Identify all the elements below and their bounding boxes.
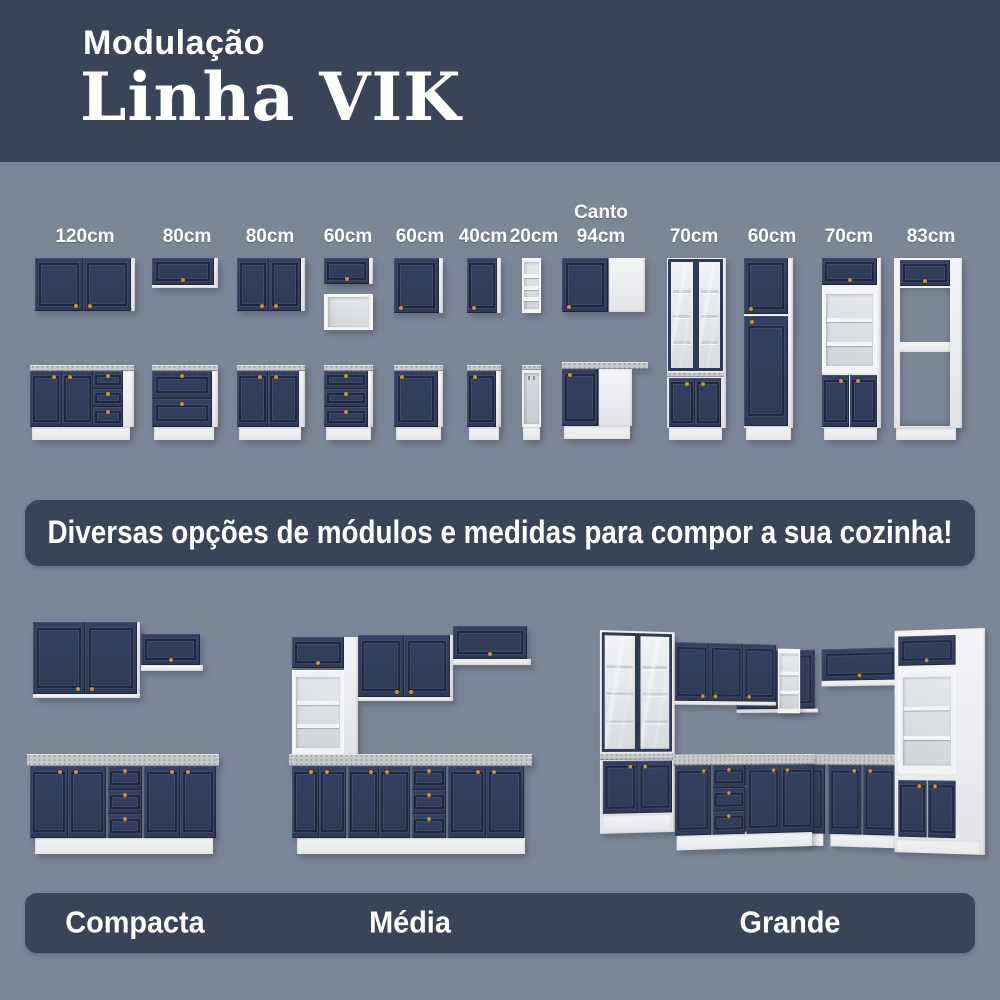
- countertop: [289, 754, 532, 766]
- module-size-label: Canto: [574, 202, 628, 223]
- flip-door: [292, 637, 344, 668]
- knob: [427, 793, 431, 797]
- cabinet-door: [675, 642, 709, 701]
- module-size-label: 70cm: [669, 226, 719, 247]
- cabinet-door: [898, 780, 926, 837]
- cabinet-door: [747, 764, 781, 833]
- knob: [427, 769, 431, 773]
- cabinet-door: [822, 375, 849, 427]
- footer-label-grande: Grande: [739, 904, 841, 940]
- drawer-front: [412, 790, 446, 814]
- knob: [702, 769, 706, 773]
- cabinet-module: [667, 258, 726, 440]
- drawer-front: [713, 788, 745, 812]
- cabinet-module: [822, 258, 881, 440]
- knob: [628, 765, 632, 769]
- knob: [772, 768, 775, 772]
- plinth: [896, 839, 980, 855]
- knob: [786, 768, 789, 772]
- knob: [714, 694, 718, 698]
- knob: [385, 770, 389, 774]
- cabinet-door: [319, 766, 346, 838]
- knob: [325, 770, 329, 774]
- knob: [923, 279, 927, 283]
- plinth: [603, 813, 671, 830]
- cabinet-module: [600, 630, 675, 834]
- glass-door: [668, 259, 696, 371]
- knob: [727, 768, 731, 772]
- knob: [858, 673, 862, 677]
- cabinet-door: [404, 635, 450, 697]
- module-size-label: 94cm: [576, 226, 626, 247]
- cabinet-module: [778, 649, 800, 714]
- cabinet-module: [827, 754, 897, 848]
- carcass-panel: [599, 369, 632, 426]
- cabinet-door: [638, 760, 672, 813]
- drawer-front: [412, 766, 446, 790]
- cabinet-door: [695, 378, 721, 427]
- cabinet-door: [744, 316, 788, 426]
- flip-door: [822, 258, 877, 285]
- carcass-panel: [609, 258, 645, 312]
- cabinet-door: [829, 765, 862, 835]
- cabinet-door: [863, 765, 895, 835]
- module-size-label: 60cm: [395, 226, 445, 247]
- plinth: [677, 832, 812, 851]
- open-shelf-unit: [822, 287, 877, 373]
- footer-label-media: Média: [368, 904, 451, 940]
- carcass-panel: [344, 637, 358, 755]
- knob: [848, 278, 852, 282]
- flip-door: [898, 635, 955, 666]
- knob: [747, 695, 751, 699]
- cabinet-door: [744, 258, 788, 314]
- knob: [868, 769, 872, 773]
- knob: [701, 382, 705, 386]
- knob: [685, 382, 689, 386]
- plinth: [830, 834, 894, 848]
- knob: [309, 770, 313, 774]
- carcass-panel: [822, 679, 902, 686]
- cabinet-door: [348, 766, 379, 838]
- open-shelf-unit: [898, 669, 955, 774]
- module-size-label: 60cm: [323, 226, 373, 247]
- cabinet-door: [850, 375, 877, 427]
- carcass-panel: [358, 697, 453, 701]
- cabinet-door: [675, 765, 711, 836]
- plinth: [824, 427, 877, 440]
- drawer-front: [713, 811, 745, 835]
- knob: [427, 817, 431, 821]
- module-size-label: 80cm: [162, 226, 212, 247]
- cabinet-door: [743, 644, 776, 702]
- module-size-label: 40cm: [458, 226, 508, 247]
- glass-door: [638, 633, 672, 752]
- footer-band: [25, 893, 975, 953]
- cabinet-door: [709, 643, 743, 701]
- countertop: [667, 372, 724, 377]
- module-size-label: 70cm: [824, 226, 874, 247]
- module-size-label: 20cm: [509, 226, 559, 247]
- cabinet-module: [358, 635, 453, 701]
- carcass-panel: [675, 701, 776, 706]
- plinth: [896, 428, 956, 440]
- cabinet-module: [675, 764, 814, 851]
- banner: [25, 500, 975, 566]
- knob: [643, 765, 647, 769]
- cabinet-module: [822, 647, 902, 687]
- knob: [749, 307, 753, 311]
- flip-door: [900, 260, 950, 286]
- cabinet-module: [894, 258, 962, 440]
- knob: [316, 661, 320, 665]
- cabinet-door: [292, 766, 319, 838]
- knob: [856, 379, 860, 383]
- knob: [933, 784, 937, 788]
- knob: [476, 770, 480, 774]
- knob: [369, 770, 373, 774]
- plinth: [297, 838, 525, 854]
- module-size-label: 83cm: [906, 226, 956, 247]
- drawer-front: [713, 765, 745, 789]
- cabinet-module: [453, 626, 531, 666]
- header-kicker: Modulação: [83, 24, 266, 62]
- knob: [488, 652, 492, 656]
- cabinet-door: [448, 766, 486, 838]
- drawer-front: [412, 814, 446, 838]
- open-shelf-unit: [778, 649, 800, 714]
- countertop: [827, 754, 897, 765]
- knob: [925, 658, 929, 662]
- knob: [409, 690, 413, 694]
- banner-text: Diversas opções de módulos e medidas para compor a sua cozinha!: [47, 513, 953, 550]
- carcass-panel: [453, 659, 531, 665]
- cabinet-door: [780, 764, 813, 833]
- countertop: [600, 753, 675, 760]
- knob: [395, 690, 399, 694]
- module-size-label: 80cm: [245, 226, 295, 247]
- glass-door: [696, 259, 723, 371]
- cabinet-module: [292, 637, 358, 755]
- module-size-label: 120cm: [55, 226, 115, 247]
- cabinet-door: [486, 766, 524, 838]
- cabinet-door: [669, 378, 695, 427]
- cabinet-door: [603, 761, 638, 814]
- knob: [852, 769, 856, 773]
- knob: [917, 784, 921, 788]
- module-size-label: 60cm: [747, 226, 797, 247]
- cabinet-door: [379, 766, 410, 838]
- open-bay: [900, 288, 950, 426]
- knob: [492, 770, 496, 774]
- plinth: [746, 426, 791, 440]
- open-shelf-unit: [292, 670, 344, 755]
- flip-door: [453, 626, 527, 659]
- cabinet-module: [289, 754, 532, 854]
- cabinet-module: [744, 258, 793, 440]
- kitchen-grande-left: [598, 616, 814, 856]
- plinth: [669, 427, 722, 440]
- carcass-panel: [900, 342, 950, 352]
- glass-door: [602, 632, 638, 752]
- cabinet-module: [895, 628, 985, 860]
- flip-door: [822, 647, 899, 681]
- footer-label-compacta: Compacta: [65, 904, 205, 940]
- cabinet-door: [358, 635, 404, 697]
- cabinet-door: [928, 780, 956, 838]
- knob: [839, 379, 843, 383]
- cabinet-module: [675, 642, 776, 706]
- knob: [750, 320, 754, 324]
- header-title: Linha VIK: [80, 58, 462, 136]
- knob: [701, 694, 705, 698]
